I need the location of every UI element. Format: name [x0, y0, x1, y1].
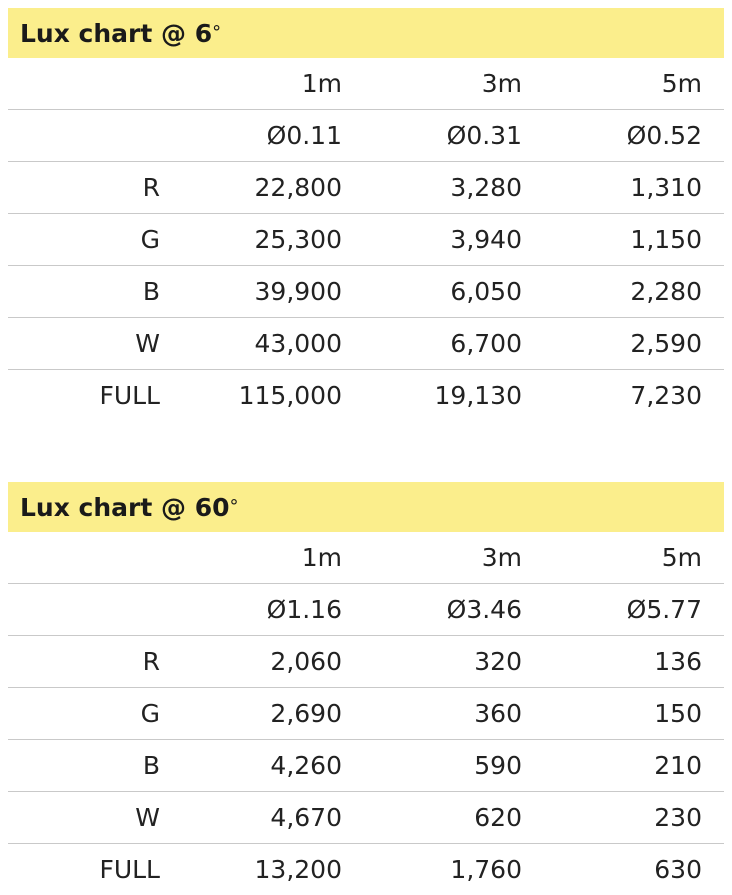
row-label: R: [8, 636, 160, 688]
spacer: [702, 688, 724, 740]
header-cell: [8, 58, 160, 110]
header-cell: 1m: [160, 532, 342, 584]
table-cell: 210: [522, 740, 702, 792]
row-label: FULL: [8, 370, 160, 422]
table-cell: 136: [522, 636, 702, 688]
table-cell: 13,200: [160, 844, 342, 895]
table-cell: 1,150: [522, 214, 702, 266]
row-label: [8, 110, 160, 162]
spacer: [702, 792, 724, 844]
table-row: [8, 740, 724, 792]
table-cell: Ø0.31: [342, 110, 522, 162]
spacer: [702, 110, 724, 162]
row-label: R: [8, 162, 160, 214]
table-cell: 2,590: [522, 318, 702, 370]
table-cell: 1,310: [522, 162, 702, 214]
row-label: G: [8, 688, 160, 740]
lux-table: [8, 532, 724, 895]
table-cell: 360: [342, 688, 522, 740]
spacer: [702, 584, 724, 636]
table-row: [8, 214, 724, 266]
table-cell: 590: [342, 740, 522, 792]
table-cell: 7,230: [522, 370, 702, 422]
row-label: W: [8, 792, 160, 844]
row-label: G: [8, 214, 160, 266]
table-cell: 4,260: [160, 740, 342, 792]
spacer: [702, 214, 724, 266]
table-row: [8, 370, 724, 422]
spacer: [702, 318, 724, 370]
spacer: [702, 58, 724, 110]
table-cell: 2,690: [160, 688, 342, 740]
header-row: [8, 58, 724, 110]
table-row: [8, 636, 724, 688]
spacer: [702, 266, 724, 318]
header-cell: 1m: [160, 58, 342, 110]
table-cell: Ø5.77: [522, 584, 702, 636]
table-cell: 2,060: [160, 636, 342, 688]
table-cell: 3,280: [342, 162, 522, 214]
header-cell: 3m: [342, 58, 522, 110]
table-row: [8, 110, 724, 162]
chart-title-text: Lux chart @ 6: [20, 19, 212, 48]
row-label: [8, 584, 160, 636]
table-cell: 630: [522, 844, 702, 895]
row-label: B: [8, 740, 160, 792]
chart-title-text: Lux chart @ 60: [20, 493, 230, 522]
table-cell: 320: [342, 636, 522, 688]
header-row: [8, 532, 724, 584]
table-row: [8, 584, 724, 636]
lux-chart-6-deg: [8, 8, 724, 421]
table-row: [8, 318, 724, 370]
table-cell: Ø0.11: [160, 110, 342, 162]
table-cell: Ø0.52: [522, 110, 702, 162]
table-cell: 4,670: [160, 792, 342, 844]
spacer: [702, 370, 724, 422]
table-cell: 6,050: [342, 266, 522, 318]
table-cell: 39,900: [160, 266, 342, 318]
spacer: [702, 162, 724, 214]
chart-title: Lux chart @ 60 °: [8, 482, 724, 532]
table-cell: Ø1.16: [160, 584, 342, 636]
table-cell: 19,130: [342, 370, 522, 422]
table-cell: 6,700: [342, 318, 522, 370]
table-row: [8, 688, 724, 740]
header-cell: 5m: [522, 58, 702, 110]
table-row: [8, 266, 724, 318]
chart-title: Lux chart @ 6 °: [8, 8, 724, 58]
table-cell: 620: [342, 792, 522, 844]
spacer: [702, 844, 724, 895]
header-cell: 3m: [342, 532, 522, 584]
table-cell: 3,940: [342, 214, 522, 266]
spacer: [702, 636, 724, 688]
header-cell: [8, 532, 160, 584]
row-label: FULL: [8, 844, 160, 895]
table-cell: 150: [522, 688, 702, 740]
row-label: B: [8, 266, 160, 318]
table-cell: 25,300: [160, 214, 342, 266]
table-cell: Ø3.46: [342, 584, 522, 636]
table-cell: 22,800: [160, 162, 342, 214]
row-label: W: [8, 318, 160, 370]
table-row: [8, 792, 724, 844]
table-cell: 230: [522, 792, 702, 844]
lux-chart-60-deg: [8, 482, 724, 895]
table-cell: 2,280: [522, 266, 702, 318]
table-cell: 115,000: [160, 370, 342, 422]
spacer: [702, 532, 724, 584]
lux-table: [8, 58, 724, 421]
table-cell: 1,760: [342, 844, 522, 895]
table-row: [8, 162, 724, 214]
spacer: [702, 740, 724, 792]
table-row: [8, 844, 724, 895]
table-cell: 43,000: [160, 318, 342, 370]
header-cell: 5m: [522, 532, 702, 584]
